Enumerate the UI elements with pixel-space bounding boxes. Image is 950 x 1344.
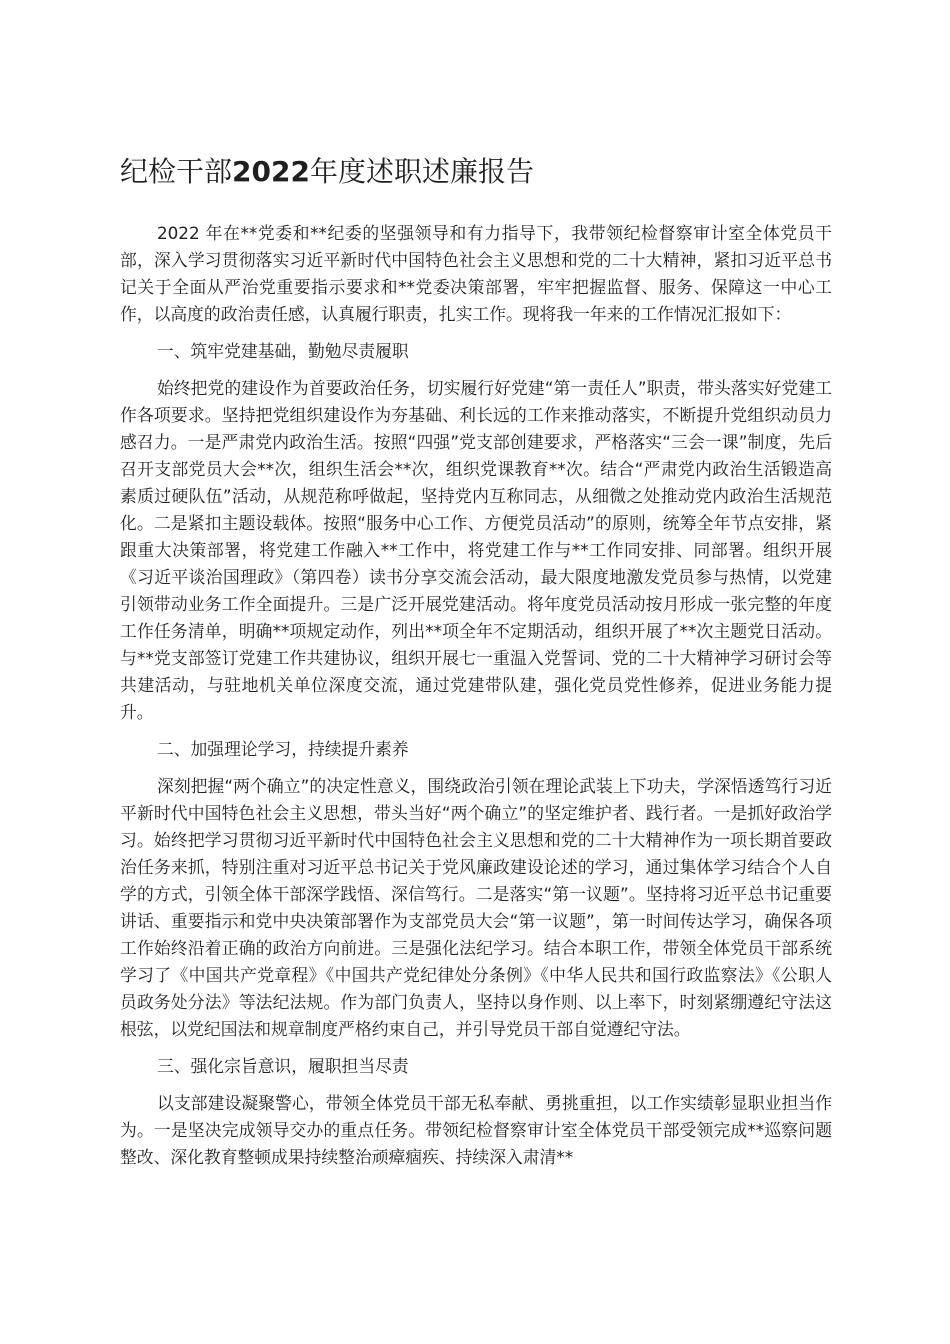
section-heading-2: 二、加强理论学习，持续提升素养 (156, 739, 409, 759)
title-part2: 年度述职述廉报告 (309, 155, 534, 188)
section-body-3: 以支部建设凝聚警心，带领全体党员干部无私奉献、勇挑重担，以工作实绩彰显职业担当作为。一是坚决完成领导交办的重点任务。带领纪检督察审计室全体党员干部受领完成**巡察问题整改、深化教育整顿成果持续整治顽瘴痼疾、持续深入肃清** (120, 1093, 832, 1167)
title-part1: 纪检干部 (120, 155, 233, 188)
section-body-2: 深刻把握“两个确立”的决定性意义，围绕政治引领在理论武装上下功夫，学深悟透笃行习近平新时代中国特色社会主义思想，带头当好“两个确立”的坚定维护者、践行者。一是抓好政治学习。始终把学习贯彻习近平新时代中国特色社会主义思想和党的二十大精神作为一项长期首要政治任务来抓，特别注重对习近平总书记关于党风廉政建设论述的学习，通过集体学习结合个人自学的方式，引领全体干部深学践悟、深信笃行。二是落实“第一议题”。坚持将习近平总书记重要讲话、重要指示和党中央决策部署作为支部党员大会“第一议题”，第一时间传达学习，确保各项工作始终沿着正确的政治方向前进。三是强化法纪学习。结合本职工作，带领全体党员干部系统学习了《中国共产党章程》《中国共产党纪律处分条例》《中华人民共和国行政监察法》《公职人员政务处分法》等法纪法规。作为部门负责人，坚持以身作则、以上率下，时刻紧绷遵纪守法这根弦，以党纪国法和规章制度严格约束自己，并引导党员干部自觉遵纪守法。 (120, 776, 832, 1039)
section-body-1: 始终把党的建设作为首要政治任务，切实履行好党建“第一责任人”职责，带头落实好党建工作各项要求。坚持把党组织建设作为夯基础、利长远的工作来推动落实，不断提升党组织动员力感召力。一是严肃党内政治生活。按照“四强”党支部创建要求，严格落实“三会一课”制度，先后召开支部党员大会**次，组织生活会**次，组织党课教育**次。结合“严肃党内政治生活锻造高素质过硬队伍”活动，从规范称呼做起，坚持党内互称同志，从细微之处推动党内政治生活规范化。二是紧扣主题设载体。按照“服务中心工作、方便党员活动”的原则，统筹全年节点安排，紧跟重大决策部署，将党建工作融入**工作中，将党建工作与**工作同安排、同部署。组织开展《习近平谈治国理政》（第四卷）读书分享交流会活动，最大限度地激发党员参与热情，以党建引领带动业务工作全面提升。三是广泛开展党建活动。将年度党员活动按月形成一张完整的年度工作任务清单，明确**项规定动作，列出**项全年不定期活动，组织开展了**次主题党日活动。与**党支部签订党建工作共建协议，组织开展七一重温入党誓词、党的二十大精神学习研讨会等共建活动，与驻地机关单位深度交流，通过党建带队建，强化党员党性修养，促进业务能力提升。 (120, 378, 832, 722)
title-year: 2022 (232, 155, 310, 188)
section-heading-3: 三、强化宗旨意识，履职担当尽责 (156, 1056, 409, 1076)
section-heading-1: 一、筑牢党建基础，勤勉尽责履职 (156, 341, 409, 361)
document-title (120, 150, 832, 194)
intro-paragraph: 2022 年在**党委和**纪委的坚强领导和有力指导下，我带领纪检督察审计室全体党员干部，深入学习贯彻落实习近平新时代中国特色社会主义思想和党的二十大精神，紧扣习近平总书记关于全面从严治党重要指示要求和**党委决策部署，牢牢把握监督、服务、保障这一中心工作，以高度的政治责任感，认真履行职责，扎实工作。现将我一年来的工作情况汇报如下： (120, 223, 832, 324)
document-page (120, 150, 832, 1181)
